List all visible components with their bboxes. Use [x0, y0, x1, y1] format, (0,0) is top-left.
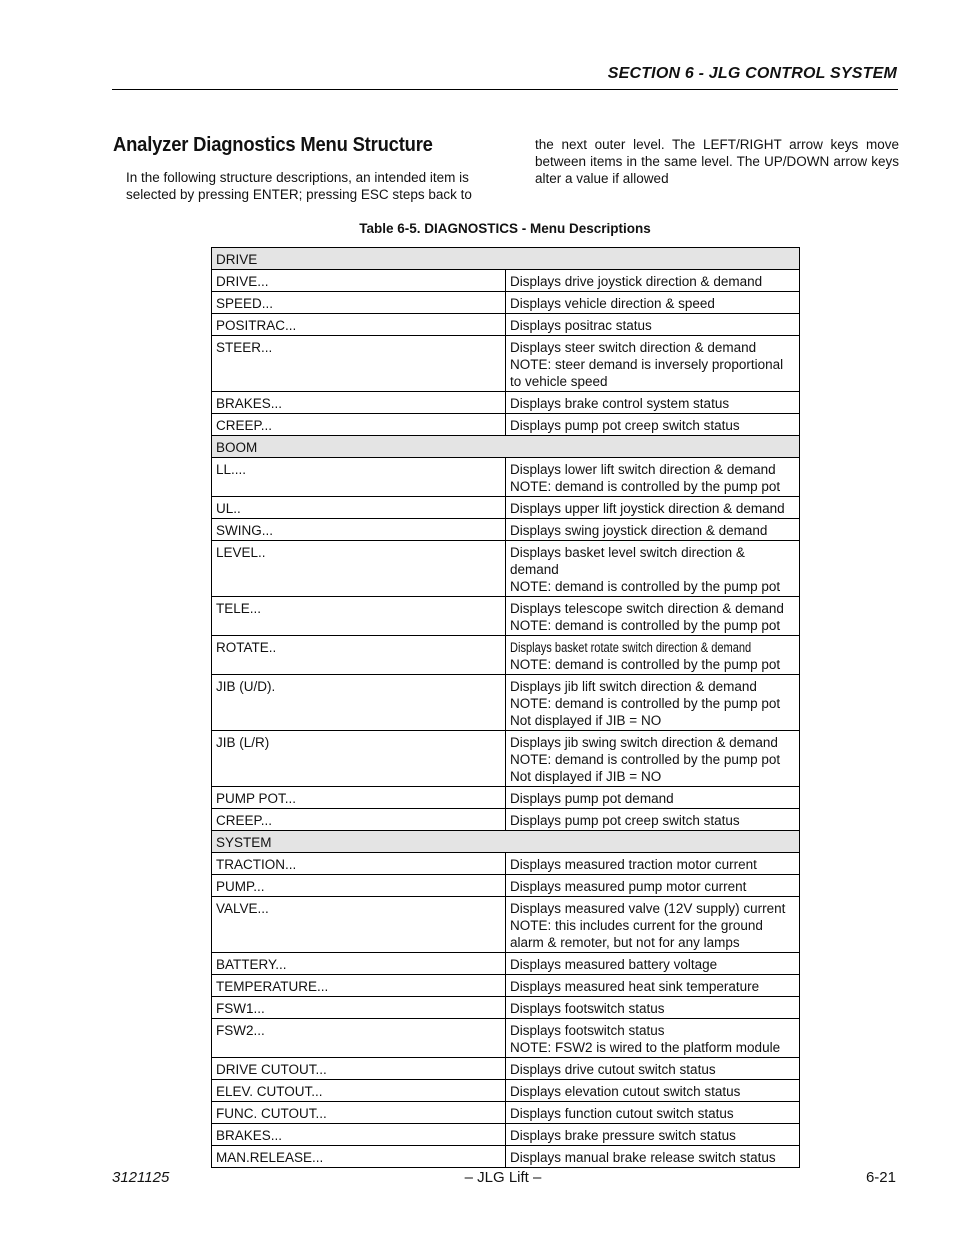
diagnostics-menu-table: [211, 247, 800, 1168]
menu-item-description: Displays brake control system status: [510, 396, 730, 411]
menu-item-description: Displays jib lift switch direction & demand: [510, 679, 757, 694]
menu-item-description-cell: [506, 953, 800, 975]
table-row: [212, 953, 800, 975]
menu-item-description-cell: [506, 1058, 800, 1080]
menu-item-name: PUMP...: [212, 875, 506, 897]
menu-item-description-cell: [506, 809, 800, 831]
menu-item-name: BRAKES...: [212, 392, 506, 414]
menu-item-name: JIB (L/R): [212, 731, 506, 787]
group-header-label: DRIVE: [212, 248, 800, 270]
table-row: [212, 897, 800, 953]
group-header-row: [212, 248, 800, 270]
menu-item-name: VALVE...: [212, 897, 506, 953]
table-row: [212, 414, 800, 436]
menu-item-description: Displays footswitch status: [510, 1001, 665, 1016]
menu-item-name: ELEV. CUTOUT...: [212, 1080, 506, 1102]
document-number: 3121125: [112, 1169, 170, 1186]
footer-center-wrap: [0, 1169, 954, 1186]
menu-item-description-cell: [506, 497, 800, 519]
menu-item-description: Displays function cutout switch status: [510, 1106, 734, 1121]
menu-item-note: NOTE: demand is controlled by the pump pot: [510, 479, 781, 494]
menu-item-name: DRIVE...: [212, 270, 506, 292]
menu-item-description: Displays elevation cutout switch status: [510, 1084, 741, 1099]
menu-item-description-cell: [506, 458, 800, 497]
menu-item-description-cell: [506, 1080, 800, 1102]
page-heading: Analyzer Diagnostics Menu Structure: [113, 134, 433, 156]
menu-item-name: FSW1...: [212, 997, 506, 1019]
menu-item-description-cell: [506, 1146, 800, 1168]
menu-item-description: Displays jib swing switch direction & demand: [510, 735, 778, 750]
menu-item-description: Displays pump pot creep switch status: [510, 813, 740, 828]
table-row: [212, 675, 800, 731]
intro-paragraph-right: the next outer level. The LEFT/RIGHT arrow keys move between items in the same level. The UP/DOWN arrow keys alter a value if allowed: [535, 137, 899, 186]
menu-item-description: Displays footswitch status: [510, 1023, 665, 1038]
menu-item-name: SWING...: [212, 519, 506, 541]
menu-item-note: NOTE: steer demand is inversely proportional to vehicle speed: [510, 357, 784, 389]
table-row: [212, 853, 800, 875]
menu-item-description-cell: [506, 519, 800, 541]
header-rule: [112, 89, 898, 90]
menu-item-description: Displays measured heat sink temperature: [510, 979, 760, 994]
menu-item-note: NOTE: demand is controlled by the pump pot Not displayed if JIB = NO: [510, 752, 781, 784]
menu-item-name: STEER...: [212, 336, 506, 392]
table-row: [212, 809, 800, 831]
menu-item-description: Displays positrac status: [510, 318, 652, 333]
table-row: [212, 597, 800, 636]
table-row: [212, 731, 800, 787]
menu-item-description-cell: [506, 636, 800, 675]
table-row: [212, 270, 800, 292]
menu-item-name: SPEED...: [212, 292, 506, 314]
intro-paragraph-left: In the following structure descriptions, an intended item is selected by pressing ENTER; pressing ESC steps back to: [126, 170, 472, 202]
menu-item-name: PUMP POT...: [212, 787, 506, 809]
menu-item-name: FSW2...: [212, 1019, 506, 1058]
menu-item-description: Displays upper lift joystick direction & demand: [510, 501, 785, 516]
menu-item-name: MAN.RELEASE...: [212, 1146, 506, 1168]
table-row: [212, 336, 800, 392]
menu-item-description-cell: [506, 787, 800, 809]
menu-item-description-cell: [506, 541, 800, 597]
menu-item-name: ROTATE..: [212, 636, 506, 675]
menu-item-name: CREEP...: [212, 414, 506, 436]
menu-item-name: DRIVE CUTOUT...: [212, 1058, 506, 1080]
menu-item-description: Displays steer switch direction & demand: [510, 340, 757, 355]
table-row: [212, 787, 800, 809]
table-caption-wrap: [0, 220, 954, 238]
menu-item-description-cell: [506, 1102, 800, 1124]
table-row: [212, 1058, 800, 1080]
page-number: 6-21: [865, 1169, 896, 1186]
table-row: [212, 636, 800, 675]
menu-item-description: Displays measured traction motor current: [510, 857, 757, 872]
menu-item-description-cell: [506, 314, 800, 336]
group-header-label: SYSTEM: [212, 831, 800, 853]
table-row: [212, 497, 800, 519]
menu-item-name: BATTERY...: [212, 953, 506, 975]
table-row: [212, 458, 800, 497]
menu-item-name: JIB (U/D).: [212, 675, 506, 731]
menu-item-note: NOTE: FSW2 is wired to the platform module: [510, 1040, 781, 1055]
group-header-row: [212, 436, 800, 458]
menu-item-description: Displays lower lift switch direction & demand: [510, 462, 776, 477]
menu-item-description-cell: [506, 270, 800, 292]
menu-item-description-cell: [506, 292, 800, 314]
table-row: [212, 1019, 800, 1058]
menu-item-description-cell: [506, 1124, 800, 1146]
table-row: [212, 997, 800, 1019]
menu-item-description: Displays brake pressure switch status: [510, 1128, 736, 1143]
table-row: [212, 1080, 800, 1102]
menu-item-description-cell: [506, 975, 800, 997]
menu-item-description-cell: [506, 853, 800, 875]
menu-item-description-cell: [506, 597, 800, 636]
group-header-row: [212, 831, 800, 853]
table-row: [212, 875, 800, 897]
table-row: [212, 392, 800, 414]
section-title: SECTION 6 - JLG CONTROL SYSTEM: [607, 65, 897, 82]
table-row: [212, 541, 800, 597]
menu-item-description: Displays drive joystick direction & demand: [510, 274, 763, 289]
menu-item-description: Displays pump pot creep switch status: [510, 418, 740, 433]
table-row: [212, 1146, 800, 1168]
table-row: [212, 292, 800, 314]
menu-item-description: Displays measured pump motor current: [510, 879, 747, 894]
menu-item-name: TEMPERATURE...: [212, 975, 506, 997]
menu-item-name: TRACTION...: [212, 853, 506, 875]
table-row: [212, 519, 800, 541]
menu-item-description: Displays measured valve (12V supply) current: [510, 901, 786, 916]
menu-item-note: NOTE: demand is controlled by the pump pot: [510, 657, 781, 672]
menu-item-note: NOTE: demand is controlled by the pump pot Not displayed if JIB = NO: [510, 696, 781, 728]
menu-item-description: Displays telescope switch direction & demand: [510, 601, 784, 616]
table-row: [212, 314, 800, 336]
table-row: [212, 975, 800, 997]
table-row: [212, 1102, 800, 1124]
menu-item-description: Displays measured battery voltage: [510, 957, 718, 972]
menu-item-description: Displays vehicle direction & speed: [510, 296, 715, 311]
menu-item-description: Displays pump pot demand: [510, 791, 674, 806]
menu-item-description: Displays basket level switch direction & demand: [510, 545, 745, 577]
menu-item-description: Displays manual brake release switch status: [510, 1150, 776, 1165]
menu-item-description-cell: [506, 392, 800, 414]
menu-item-name: BRAKES...: [212, 1124, 506, 1146]
menu-item-name: POSITRAC...: [212, 314, 506, 336]
menu-item-description: Displays swing joystick direction & demand: [510, 523, 768, 538]
menu-item-name: LEVEL..: [212, 541, 506, 597]
menu-item-description-cell: [506, 675, 800, 731]
group-header-label: BOOM: [212, 436, 800, 458]
menu-item-description-cell: [506, 731, 800, 787]
menu-item-name: FUNC. CUTOUT...: [212, 1102, 506, 1124]
table-row: [212, 1124, 800, 1146]
menu-item-description-cell: [506, 875, 800, 897]
menu-item-description-cell: [506, 336, 800, 392]
menu-item-note: NOTE: demand is controlled by the pump pot: [510, 579, 781, 594]
menu-table-body: [212, 248, 800, 1168]
menu-item-description-cell: [506, 414, 800, 436]
menu-item-description: Displays drive cutout switch status: [510, 1062, 716, 1077]
table-caption: Table 6-5. DIAGNOSTICS - Menu Descriptions: [359, 221, 651, 236]
menu-item-description: Displays basket rotate switch direction & demand: [510, 640, 752, 655]
menu-item-name: LL....: [212, 458, 506, 497]
menu-item-description-cell: [506, 897, 800, 953]
menu-item-name: TELE...: [212, 597, 506, 636]
menu-item-description-cell: [506, 997, 800, 1019]
menu-item-description-cell: [506, 1019, 800, 1058]
menu-item-note: NOTE: demand is controlled by the pump pot: [510, 618, 781, 633]
menu-item-name: CREEP...: [212, 809, 506, 831]
footer-brand: – JLG Lift –: [464, 1169, 542, 1186]
menu-item-name: UL..: [212, 497, 506, 519]
menu-item-note: NOTE: this includes current for the ground alarm & remoter, but not for any lamps: [510, 918, 763, 950]
